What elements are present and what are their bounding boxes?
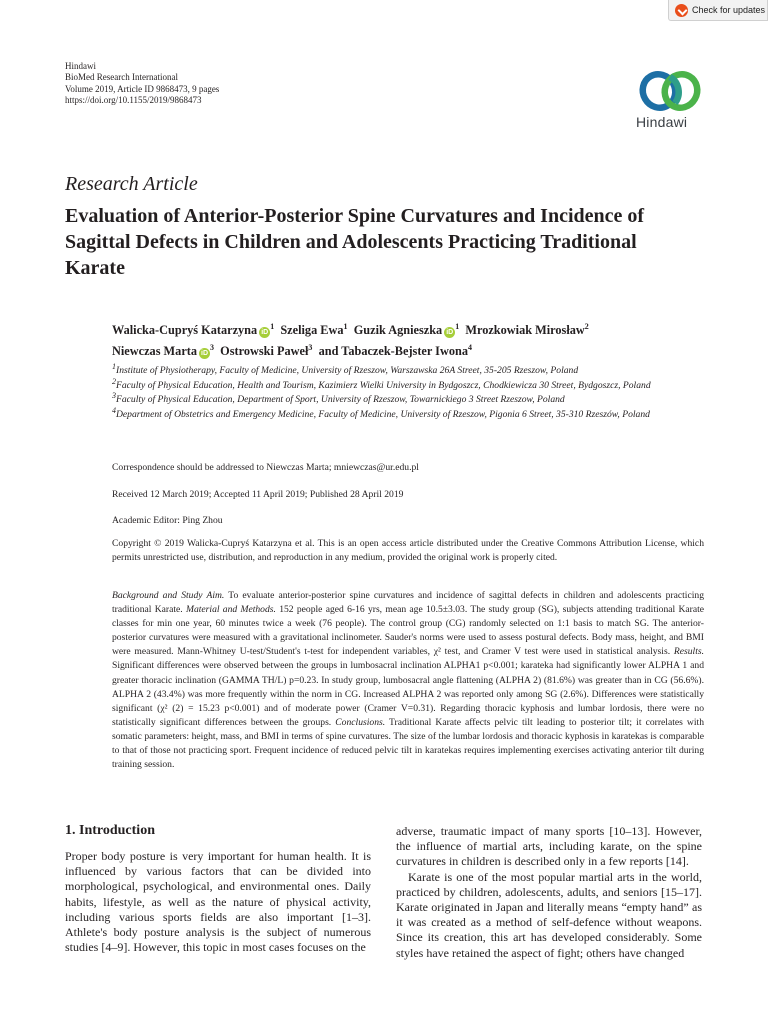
abstract [112, 589, 704, 772]
author-sup: 4 [468, 342, 472, 352]
abstract-text-conclusions: Traditional Karate affects pelvic tilt leading to posterior tilt; it correlates with somatic parameters: height, mass, and BMI in terms of spine curvatures. The size of the lumbar lordosis and thoracic kyphosis in karatekas is comparable to that of those not practicing sport. Frequent incidence of reduced pelvic tilt in karatekas requires implementing exercises activating anterior tilt during training session. [112, 716, 704, 771]
affiliation: $^3$Faculty of Physical Education, Department of Sport, University of Rzeszow, Towarnickiego 3 Street Rzeszow, Poland [112, 390, 565, 405]
hindawi-logo-text: Hindawi [636, 114, 688, 130]
update-icon [675, 4, 688, 17]
doi-link[interactable]: https://doi.org/10.1155/2019/9868473 [65, 94, 202, 105]
abstract-text-background: To evaluate anterior-posterior spine curvatures and incidence of sagittal defects in children and adolescents practicing traditional Karate. [112, 590, 704, 616]
author: Ostrowski Paweł [220, 344, 309, 358]
article-type: Research Article [65, 173, 198, 195]
author: Walicka-Cupryś Katarzyna [112, 323, 258, 337]
abstract-text-methods: 152 people aged 6-16 yrs, mean age 10.5±3.03. The study group (SG), subjects attending traditional Karate classes for min one year, 60 minutes twice a week (76 people). The control group (CG) randomly selected on 1:1 basis to match SG. The anterior-posterior curvatures were measured with a gravitational inclinometer. Sauder's norms were used to assess postural defects. Body mass, height, and BMI were measured. Mann-Whitney U-test/Student's t-test for independent variables, χ² test, and Cramer V test were used in statistical analysis. [112, 604, 705, 658]
abstract-label-methods: Material and Methods. [185, 604, 276, 616]
correspondence: Correspondence should be addressed to Niewczas Marta; mniewczas@ur.edu.pl [112, 462, 419, 473]
author: Mrozkowiak Mirosław [465, 323, 585, 337]
author-sup: 1 [270, 321, 275, 331]
author: Guzik Agnieszka [353, 323, 443, 337]
volume-info: Volume 2019, Article ID 9868473, 9 pages [65, 83, 220, 94]
orcid-icon[interactable]: iD [201, 350, 209, 357]
author: Szeliga Ewa [280, 323, 344, 337]
copyright-notice: Copyright © 2019 Walicka-Cupryś Katarzyna et al. This is an open access article distributed under the Creative Commons Attribution License, which permits unrestricted use, distribution, and reproduction in any medium, provided the original work is properly cited. [112, 538, 704, 563]
paragraph: Proper body posture is very important for human health. It is influenced by various factors that can be divided into morphological, psychological, and environmental ones. Daily habits, lifestyle, as well as the nature of physical activity, including various sports fields are also important [1–3]. Athlete's body posture analysis is the subject of numerous studies [4–9]. However, this topic in most cases focuses on the [65, 849, 371, 955]
abstract-label-conclusions: Conclusions. [335, 716, 386, 728]
journal-meta [65, 61, 219, 106]
author-list [112, 320, 712, 362]
publisher-name: Hindawi [65, 61, 96, 71]
abstract-label-background: Background and Study Aim. [112, 590, 225, 601]
author-sup: 1 [455, 321, 460, 331]
abstract-label-results: Results. [673, 646, 704, 658]
body-column-right [396, 824, 702, 961]
paragraph: Karate is one of the most popular martial arts in the world, practiced by children, adolescents, adults, and seniors [15–17]. Karate originated in Japan and literally means “empty hand” as it was created as a method of self-defence without weapons. Since its creation, this art has developed considerably. Some styles have retained the aspect of fight; others have changed [396, 869, 702, 960]
author-connector: and [318, 344, 339, 358]
section-heading: 1. Introduction [65, 823, 155, 838]
affiliation: $^4$Department of Obstetrics and Emergency Medicine, Faculty of Medicine, University of Rzeszow, Pigonia 6 Street, 35-310 Rzeszów, Poland [112, 405, 650, 420]
affiliation: $^2$Faculty of Physical Education, Health and Tourism, Kazimierz Wielki University in Bydgoszcz, Chodkiewicza 30 Street, Bydgoszcz, Poland [112, 376, 651, 391]
orcid-icon[interactable]: iD [261, 329, 269, 336]
paragraph: adverse, traumatic impact of many sports [10–13]. However, the influence of martial arts, including karate, on the spine curvatures in children is described only in a few reports [14]. [396, 824, 702, 869]
body-column-left [65, 849, 371, 955]
orcid-icon[interactable]: iD [446, 329, 454, 336]
author: Tabaczek-Bejster Iwona [341, 344, 468, 358]
publication-dates: Received 12 March 2019; Accepted 11 April 2019; Published 28 April 2019 [112, 489, 404, 500]
check-for-updates-label: Check for updates [692, 5, 766, 15]
abstract-text-results: Significant differences were observed between the groups in lumbosacral inclination ALPHA1 p<0.001; karateka had significantly lower ALPHA 1 and greater thoracic inclination (GAMMA TH/L) p=0.23. In study group, lumbosacral angle flattening (ALPHA 2) (81.6%) was greater than in CG (56.6%). ALPHA 2 (43.4%) was more frequently within the norm in CG. Increased ALPHA 2 was reported only among SG (2.6%). Differences were statistically significant (χ² (2) = 15.23 p<0.001) and of moderate power (Cramer V=0.31). Regarding thoracic kyphosis and lumbar lordosis, there were no statistically significant differences between the groups. [112, 660, 704, 728]
author-sup: 2 [584, 321, 589, 331]
journal-name: BioMed Research International [65, 72, 178, 83]
author-sup: 3 [210, 342, 215, 352]
affiliations [112, 361, 712, 422]
author: Niewczas Marta [112, 344, 198, 358]
academic-editor: Academic Editor: Ping Zhou [112, 515, 223, 526]
check-for-updates-button[interactable] [668, 0, 768, 21]
author-sup: 1 [343, 321, 348, 331]
author-sup: 3 [308, 342, 313, 352]
article-title: Evaluation of Anterior-Posterior Spine Curvatures and Incidence of Sagittal Defects in Children and Adolescents Practicing Traditional Karate [65, 205, 645, 279]
affiliation: $^1$Institute of Physiotherapy, Faculty of Medicine, University of Rzeszow, Warszawska 26A Street, 35-205 Rzeszow, Poland [112, 361, 579, 376]
